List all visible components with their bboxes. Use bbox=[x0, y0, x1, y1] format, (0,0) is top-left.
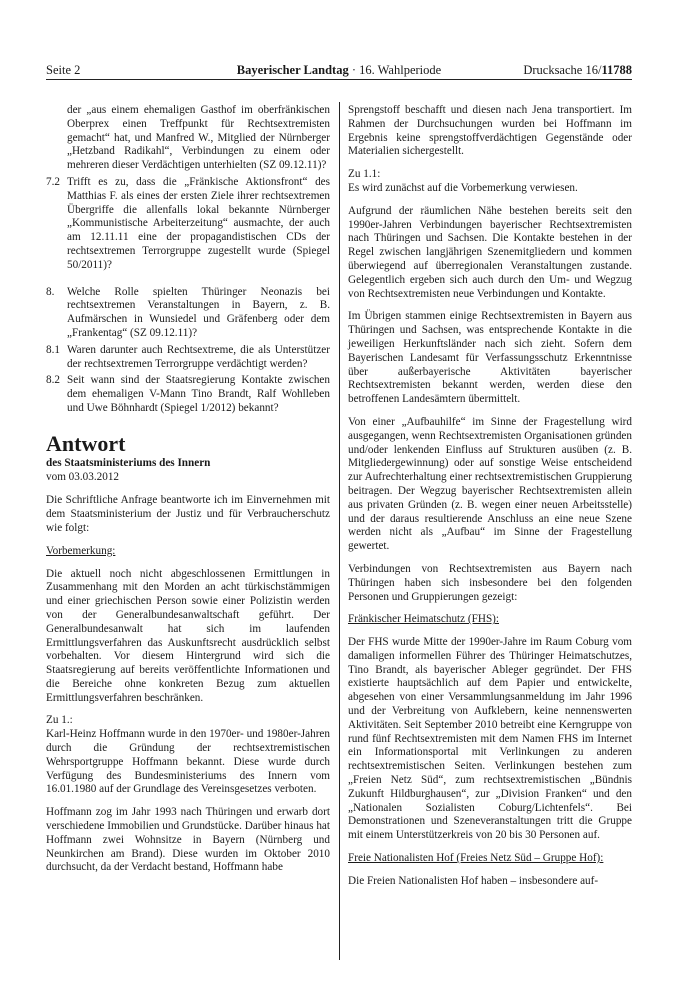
question-8-1 bbox=[46, 344, 330, 372]
question-number: 8. bbox=[46, 285, 55, 298]
sprengstoff-paragraph: Sprengstoff beschafft und diesen nach Jena transportiert. Im Rahmen der Durchsuchungen wurden bei Hoffmann im Ergebnis keine sprengstoffverdächtigen Gegenstände oder Materialien sichergestellt. bbox=[348, 104, 632, 158]
doc-number: 11788 bbox=[601, 63, 632, 77]
zu1-text: Karl-Heinz Hoffmann wurde in den 1970er- und 1980er-Jahren durch die Gründung der rechtsextremistischen Wehrsportgruppe Hoffmann bekannt. Diese wurde durch Verfügung des Bundesministeriums des Innern vom 16.01.1980 auf der Grundlage des Vereinsgesetzes verboten. bbox=[46, 728, 330, 796]
question-8 bbox=[46, 286, 330, 341]
question-8-2 bbox=[46, 374, 330, 415]
question-text: Seit wann sind der Staatsregierung Kontakte zwischen dem ehemaligen V-Mann Tino Brandt, Ralf Wohlleben und Uwe Böhnhardt (Spiegel 1/2012) bekannt? bbox=[67, 374, 330, 414]
vorbemerkung-label: Vorbemerkung: bbox=[46, 544, 116, 557]
zu1-1-text: Es wird zunächst auf die Vorbemerkung verwiesen. bbox=[348, 181, 578, 194]
question-text: Trifft es zu, dass die „Fränkische Aktionsfront“ des Matthias F. als eines der ersten Ziele ihrer rechtsextremen Übergriffe die allenfalls lokal bekannte Nürnberger „Kommunistische Arbeiterzeitung“ ausmachte, der auch am 12.11.11 eine der propagandistischen CDs der rechtsextremen Terrorgruppe zugestellt wurde (Spiegel 50/2011)? bbox=[67, 175, 330, 271]
vorbemerkung-text: Die aktuell noch nicht abgeschlossenen Ermittlungen in Zusammenhang mit den Morden an acht türkischstämmigen und einer griechischen Person sowie einer Polizistin werden von der Generalbundesanwaltschaft geführt. Der Generalbundesanwalt hat sich im laufenden Ermittlungsverfahren das Auskunftsrecht ausdrücklich selbst vorbehalten. Vor diesem Hintergrund wird sich die Staatsregierung auf bereits veröffentlichte Informationen und die Bereiche ohne konkreten Bezug zum aktuellen Ermittlungsverfahren beschränken. bbox=[46, 567, 330, 704]
question-continuation: der „aus einem ehemaligen Gasthof im oberfränkischen Oberprex einen Treffpunkt für Rechtsextremisten gemacht“ hat, und Manfred W., Mitglied der Nürnberger „Hetzband Radikahl“, Verbindungen zu einem oder mehreren dieser Verdächtigen unterhielten (SZ 09.12.11)? bbox=[67, 104, 330, 172]
legislative-period: · 16. Wahlperiode bbox=[351, 63, 442, 77]
herkunft-paragraph: Im Übrigen stammen einige Rechtsextremisten in Bayern aus Thüringen und Sachsen, was entsprechende Kontakte in die jeweiligen Herkunftsländer nach sich zieht. Sofern dem Bayerischen Landesamt für Verfassungsschutz Erkenntnisse über außerbayerische Aktivitäten bayerischer Rechtsextremisten bekannt werden, werden diese den betroffenen Landesämtern übermittelt. bbox=[348, 310, 632, 406]
question-text: Welche Rolle spielten Thüringer Neonazis bei rechtsextremen Veranstaltungen in Bayern, z. B. Aufmärschen in Wunsiedel und Gräfenberg oder dem „Frankentag“ (SZ 09.12.11)? bbox=[67, 285, 330, 339]
page-header bbox=[46, 62, 632, 80]
answer-date: vom 03.03.2012 bbox=[46, 470, 120, 483]
question-7-2 bbox=[46, 176, 330, 273]
hoffmann-paragraph: Hoffmann zog im Jahr 1993 nach Thüringen und erwarb dort verschiedene Immobilien und Grundstücke. Darüber hinaus hat Hoffmann zwei Wohnsitze in Bayern (Nürnberg und Neunkirchen am Brand). Diese wurden im Oktober 2010 durchsucht, da der Verdacht bestand, Hoffmann habe bbox=[46, 806, 330, 874]
doc-prefix: Drucksache 16/ bbox=[523, 63, 602, 77]
left-column bbox=[46, 104, 330, 884]
zu1-1-label: Zu 1.1: bbox=[348, 168, 381, 181]
question-text: Waren darunter auch Rechtsextreme, die als Unterstützer der rechtsextremen Terrorgruppe verdächtigt werden? bbox=[67, 343, 330, 370]
parliament-name: Bayerischer Landtag bbox=[236, 63, 349, 77]
column-divider bbox=[339, 102, 340, 960]
zu1-label: Zu 1.: bbox=[46, 714, 73, 727]
aufbauhilfe-paragraph: Von einer „Aufbauhilfe“ im Sinne der Fragestellung wird ausgegangen, wenn Rechtsextremisten Organisationen gründen und/oder lenkenden Einfluss auf Strukturen ausüben (z. B. Mitgliedergewinnung) oder auf sonstige Weise entscheidend zur Aufrechterhaltung einer rechtsextremistischen Gruppierung beitragen. Der Wegzug bayerischer Rechtsextremisten allein aus privaten Gründen (z. B. wegen einer neuen Arbeitsstelle) und der daraus resultierende Anschluss an eine neue Szene werden nicht als „Aufbau“ im Sinne der Fragestellung gewertet. bbox=[348, 415, 632, 553]
answer-ministry: des Staatsministeriums des Innern bbox=[46, 456, 211, 469]
fnh-paragraph: Die Freien Nationalisten Hof haben – insbesondere auf- bbox=[348, 874, 599, 887]
answer-heading: Antwort bbox=[46, 430, 126, 456]
document-number bbox=[523, 62, 632, 78]
question-number: 8.1 bbox=[46, 343, 60, 356]
question-number: 7.2 bbox=[46, 175, 60, 188]
question-number: 8.2 bbox=[46, 374, 60, 387]
right-column bbox=[348, 104, 632, 898]
fhs-paragraph: Der FHS wurde Mitte der 1990er-Jahre im Raum Coburg vom damaligen informellen Führer des Thüringer Heimatschutzes, Tino Brandt, als bayerischer Ableger gegründet. Der FHS existierte hauptsächlich auf dem Papier und entwickelte, abgesehen von einer Versammlungsanmeldung im Jahr 1996 und der Verbreitung von Aufklebern, keine nennenswerten Aktivitäten. Seit September 2010 betreibt eine Kerngruppe von rund fünf Rechtsextremisten mit dem Namen FHS im Internet ein Informationsportal mit Verlinkungen zu anderen rechtsextremistischen Seiten. Verlinkungen bestehen zum „Freien Netz Süd“, zum rechtsextremistischen „Bündnis Zukunft Hildburghausen“, zur „Division Franken“ und den „Nationalen Sozialisten Coburg/Lichtenfels“. Bei Demonstrationen und Szeneveranstaltungen tritt die Gruppe mit einem Unterstützerkreis von 20 bis 30 Personen auf. bbox=[348, 636, 632, 842]
verbindungen-paragraph: Aufgrund der räumlichen Nähe bestehen bereits seit den 1990er-Jahren Verbindungen bayerischer Rechtsextremisten nach Thüringen und Sachsen. Die Kontakte bestehen in der Regel zwischen langjährigen Szenemitgliedern und kommen überwiegend auf überregionalen Veranstaltungen zustande. Gelegentlich ergeben sich auch durch den Um- und Wegzug von Rechtsextremisten neue Verbindungen und Kontakte. bbox=[348, 204, 632, 300]
gruppierungen-paragraph: Verbindungen von Rechtsextremisten aus Bayern nach Thüringen haben sich insbesondere bei den folgenden Personen und Gruppierungen gezeigt: bbox=[348, 562, 632, 603]
page-number: Seite 2 bbox=[46, 63, 81, 77]
intro-paragraph: Die Schriftliche Anfrage beantworte ich im Einvernehmen mit dem Staatsministerium der Justiz und für Verbraucherschutz wie folgt: bbox=[46, 494, 330, 534]
fnh-label: Freie Nationalisten Hof (Freies Netz Süd – Gruppe Hof): bbox=[348, 852, 604, 865]
fhs-label: Fränkischer Heimatschutz (FHS): bbox=[348, 613, 499, 626]
